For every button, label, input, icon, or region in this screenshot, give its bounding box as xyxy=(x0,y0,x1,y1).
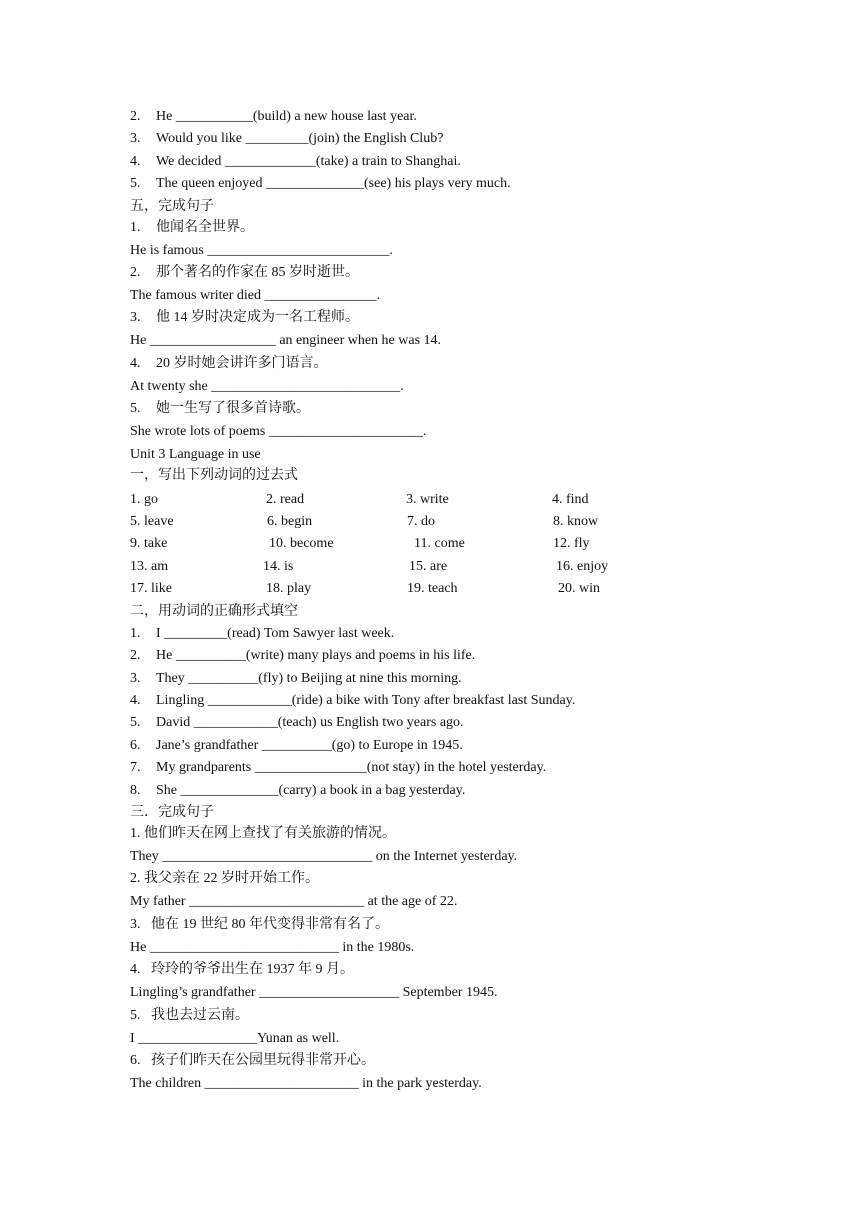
verb-cell: 17. like xyxy=(130,581,172,597)
verb-cell: 19. teach xyxy=(407,581,458,597)
verb-cell: 14. is xyxy=(263,558,294,574)
item-number: 4. xyxy=(130,355,141,371)
english-answer-line: The children ______________________ in the park yesterday. xyxy=(130,1075,482,1091)
translation-list xyxy=(130,823,740,1095)
exercise-item xyxy=(130,173,740,195)
item-number: 7. xyxy=(130,760,141,776)
exercise-item xyxy=(130,623,740,645)
translation-item xyxy=(130,1005,740,1050)
english-answer-line: The famous writer died ________________. xyxy=(130,288,381,304)
item-number: 1. xyxy=(130,625,141,641)
item-text: I _________(read) Tom Sawyer last week. xyxy=(156,625,395,641)
chinese-prompt xyxy=(130,262,740,283)
verb-cell: 2. read xyxy=(266,491,305,507)
verb-row xyxy=(130,533,740,555)
translation-item xyxy=(130,262,740,307)
translation-item xyxy=(130,1050,740,1095)
item-text: Jane’s grandfather __________(go) to Europe in 1945. xyxy=(156,737,463,753)
item-text: The queen enjoyed ______________(see) his plays very much. xyxy=(156,176,511,192)
english-answer-line: They ______________________________ on the Internet yesterday. xyxy=(130,848,518,864)
item-number: 5. xyxy=(130,176,141,192)
chinese-prompt: 3. 他在 19 世纪 80 年代变得非常有名了。 xyxy=(130,916,389,932)
item-text: He __________(write) many plays and poems in his life. xyxy=(156,648,476,664)
item-number: 1. xyxy=(130,219,141,235)
item-number: 2. xyxy=(130,648,141,664)
unit3-section xyxy=(130,444,740,1096)
item-number: 3. xyxy=(130,670,141,686)
worksheet-page xyxy=(130,106,740,1095)
chinese-prompt xyxy=(130,307,740,328)
verb-cell: 4. find xyxy=(552,491,589,507)
exercise-item xyxy=(130,712,740,734)
exercise-item xyxy=(130,151,740,173)
item-number: 4. xyxy=(130,153,141,169)
translation-item xyxy=(130,914,740,959)
exercise-item xyxy=(130,645,740,667)
verb-row xyxy=(130,578,740,600)
verb-row xyxy=(130,556,740,578)
verb-cell: 1. go xyxy=(130,491,158,507)
chinese-prompt xyxy=(130,217,740,238)
exercise-item xyxy=(130,757,740,779)
verb-cell: 18. play xyxy=(266,581,312,597)
exercise-item xyxy=(130,128,740,150)
item-number: 2. xyxy=(130,109,141,124)
verb-grid xyxy=(130,489,740,601)
english-answer-line: She wrote lots of poems ______________________. xyxy=(130,424,427,440)
unit-title: Unit 3 Language in use xyxy=(130,446,261,462)
exercise-item xyxy=(130,735,740,757)
english-answer-line: He is famous __________________________. xyxy=(130,242,393,258)
part5-section xyxy=(130,196,740,444)
verb-cell: 6. begin xyxy=(267,514,313,530)
section-heading: 三．完成句子 xyxy=(130,804,214,820)
chinese-text: 那个著名的作家在 85 岁时逝世。 xyxy=(156,265,359,281)
section-heading: 一，写出下列动词的过去式 xyxy=(130,467,298,483)
chinese-prompt xyxy=(130,353,740,374)
english-answer-line: At twenty she ___________________________. xyxy=(130,378,404,394)
verb-cell: 20. win xyxy=(558,581,600,597)
verb-cell: 5. leave xyxy=(130,514,174,530)
verb-cell: 12. fly xyxy=(553,536,590,552)
item-text: We decided _____________(take) a train to Shanghai. xyxy=(156,153,461,169)
chinese-prompt: 1. 他们昨天在网上查找了有关旅游的情况。 xyxy=(130,825,396,841)
verb-cell: 10. become xyxy=(269,536,334,552)
part4-exercise-list xyxy=(130,106,740,196)
translation-item xyxy=(130,217,740,262)
english-answer-line: My father _________________________ at the age of 22. xyxy=(130,894,458,910)
english-answer-line: I _________________Yunan as well. xyxy=(130,1030,340,1046)
item-text: He ___________(build) a new house last year. xyxy=(156,109,417,124)
fill-in-list xyxy=(130,623,740,802)
item-number: 3. xyxy=(130,310,141,326)
english-answer-line: Lingling’s grandfather ____________________ September 1945. xyxy=(130,985,498,1001)
chinese-text: 她一生写了很多首诗歌。 xyxy=(156,401,310,417)
translation-item xyxy=(130,353,740,398)
translation-item xyxy=(130,398,740,443)
exercise-item xyxy=(130,106,740,128)
english-answer-line: He ___________________________ in the 1980s. xyxy=(130,939,415,955)
section-heading: 五，完成句子 xyxy=(130,198,214,214)
chinese-text: 他 14 岁时决定成为一名工程师。 xyxy=(156,310,359,326)
item-number: 3. xyxy=(130,131,141,147)
item-number: 2. xyxy=(130,265,141,281)
item-number: 4. xyxy=(130,692,141,708)
exercise-item xyxy=(130,780,740,802)
item-number: 8. xyxy=(130,782,141,798)
item-text: She ______________(carry) a book in a bag yesterday. xyxy=(156,782,466,798)
verb-row xyxy=(130,489,740,511)
exercise-item xyxy=(130,690,740,712)
chinese-text: 他闻名全世界。 xyxy=(156,219,254,235)
chinese-prompt xyxy=(130,398,740,419)
item-number: 6. xyxy=(130,737,141,753)
item-text: David ____________(teach) us English two years ago. xyxy=(156,715,464,731)
verb-cell: 9. take xyxy=(130,536,168,552)
english-answer-line: He __________________ an engineer when he was 14. xyxy=(130,333,442,349)
chinese-prompt: 2. 我父亲在 22 岁时开始工作。 xyxy=(130,871,319,887)
verb-cell: 8. know xyxy=(553,514,599,530)
verb-cell: 13. am xyxy=(130,558,169,574)
chinese-prompt: 6. 孩子们昨天在公园里玩得非常开心。 xyxy=(130,1052,375,1068)
item-number: 5. xyxy=(130,715,141,731)
section-heading: 二，用动词的正确形式填空 xyxy=(130,603,298,619)
verb-cell: 15. are xyxy=(409,558,448,574)
translation-item xyxy=(130,823,740,868)
chinese-prompt: 4. 玲玲的爷爷出生在 1937 年 9 月。 xyxy=(130,962,354,978)
exercise-item xyxy=(130,668,740,690)
item-text: Lingling ____________(ride) a bike with Tony after breakfast last Sunday. xyxy=(156,692,576,708)
verb-cell: 7. do xyxy=(407,514,435,530)
translation-item xyxy=(130,959,740,1004)
verb-row xyxy=(130,511,740,533)
item-text: They __________(fly) to Beijing at nine this morning. xyxy=(156,670,462,686)
item-number: 5. xyxy=(130,401,141,417)
translation-item xyxy=(130,307,740,352)
item-text: Would you like _________(join) the English Club? xyxy=(156,131,444,147)
chinese-text: 20 岁时她会讲许多门语言。 xyxy=(156,355,328,371)
verb-cell: 16. enjoy xyxy=(556,558,609,574)
chinese-prompt: 5. 我也去过云南。 xyxy=(130,1007,249,1023)
translation-item xyxy=(130,868,740,913)
verb-cell: 11. come xyxy=(414,536,465,552)
verb-cell: 3. write xyxy=(406,491,449,507)
item-text: My grandparents ________________(not stay) in the hotel yesterday. xyxy=(156,760,547,776)
